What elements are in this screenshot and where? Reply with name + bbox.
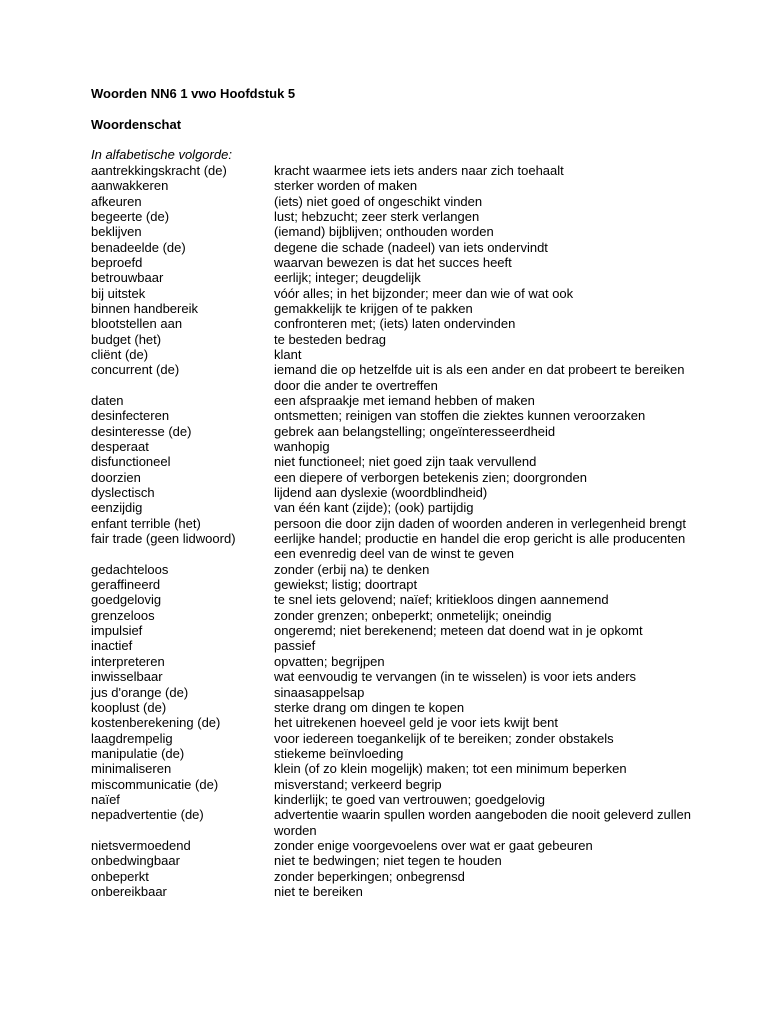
entry-definition: passief — [274, 638, 316, 654]
entry-term: nepadvertentie (de) — [91, 807, 204, 823]
entry-term: aantrekkingskracht (de) — [91, 162, 227, 178]
entry-definition: (iets) niet goed of ongeschikt vinden — [274, 193, 483, 209]
entry-definition: van één kant (zijde); (ook) partijdig — [274, 500, 474, 516]
glossary-entry — [91, 240, 691, 255]
glossary-entry — [91, 623, 691, 638]
entry-definition: stiekeme beïnvloeding — [274, 745, 404, 761]
entry-term: eenzijdig — [91, 500, 143, 516]
entry-term: inwisselbaar — [91, 669, 163, 685]
glossary-entry — [91, 316, 691, 331]
entry-definition: persoon die door zijn daden of woorden anderen in verlegenheid brengt — [274, 515, 686, 531]
entry-term: cliënt (de) — [91, 346, 149, 362]
glossary-entry — [91, 669, 691, 684]
entry-term: kooplust (de) — [91, 699, 167, 715]
entry-definition: niet te bedwingen; niet tegen te houden — [274, 853, 502, 869]
glossary-entry — [91, 807, 691, 838]
glossary-entry — [91, 485, 691, 500]
glossary-entry — [91, 454, 691, 469]
entry-term: impulsief — [91, 623, 143, 639]
entry-term: disfunctioneel — [91, 454, 171, 470]
entry-term: blootstellen aan — [91, 316, 183, 332]
entry-term: miscommunicatie (de) — [91, 776, 219, 792]
glossary-entry — [91, 761, 691, 776]
entry-term: doorzien — [91, 469, 141, 485]
document-page — [91, 86, 691, 899]
glossary-entry — [91, 685, 691, 700]
glossary-entry — [91, 731, 691, 746]
entry-term: beklijven — [91, 224, 142, 240]
entry-definition: ontsmetten; reinigen van stoffen die ziektes kunnen veroorzaken — [274, 408, 646, 424]
document-title: Woorden NN6 1 vwo Hoofdstuk 5 — [91, 86, 296, 101]
entry-term: onbedwingbaar — [91, 853, 180, 869]
entry-definition: advertentie waarin spullen worden aangeboden die nooit geleverd zullen worden — [274, 807, 692, 838]
entry-definition: lust; hebzucht; zeer sterk verlangen — [274, 208, 480, 224]
entry-definition: het uitrekenen hoeveel geld je voor iets kwijt bent — [274, 715, 559, 731]
glossary-entry — [91, 838, 691, 853]
entry-definition: te snel iets gelovend; naïef; kritiekloos dingen aannemend — [274, 592, 609, 608]
entry-term: laagdrempelig — [91, 730, 173, 746]
glossary-list — [91, 163, 691, 900]
entry-term: inactief — [91, 638, 133, 654]
entry-term: interpreteren — [91, 653, 165, 669]
entry-definition: opvatten; begrijpen — [274, 653, 385, 669]
entry-definition: wat eenvoudig te vervangen (in te wisselen) is voor iets anders — [274, 669, 637, 685]
entry-term: desinfecteren — [91, 408, 170, 424]
entry-definition: gemakkelijk te krijgen of te pakken — [274, 300, 473, 316]
entry-term: bij uitstek — [91, 285, 146, 301]
glossary-entry — [91, 562, 691, 577]
entry-term: naïef — [91, 791, 120, 807]
glossary-entry — [91, 224, 691, 239]
entry-term: onbeperkt — [91, 868, 149, 884]
entry-definition: kinderlijk; te goed van vertrouwen; goedgelovig — [274, 791, 546, 807]
glossary-entry — [91, 577, 691, 592]
glossary-entry — [91, 332, 691, 347]
glossary-entry — [91, 362, 691, 393]
entry-term: kostenberekening (de) — [91, 715, 221, 731]
entry-term: jus d'orange (de) — [91, 684, 189, 700]
glossary-entry — [91, 470, 691, 485]
glossary-entry — [91, 715, 691, 730]
entry-term: daten — [91, 392, 124, 408]
entry-definition: een afspraakje met iemand hebben of maken — [274, 392, 535, 408]
entry-definition: kracht waarmee iets iets anders naar zich toehaalt — [274, 162, 564, 178]
entry-term: nietsvermoedend — [91, 837, 191, 853]
entry-term: manipulatie (de) — [91, 745, 185, 761]
entry-definition: voor iedereen toegankelijk of te bereiken; zonder obstakels — [274, 730, 614, 746]
glossary-entry — [91, 654, 691, 669]
glossary-entry — [91, 608, 691, 623]
entry-definition: iemand die op hetzelfde uit is als een ander en dat probeert te bereiken door die ander te overtreffen — [274, 362, 685, 393]
entry-definition: waarvan bewezen is dat het succes heeft — [274, 254, 512, 270]
glossary-entry — [91, 853, 691, 868]
entry-term: enfant terrible (het) — [91, 515, 201, 531]
glossary-entry — [91, 255, 691, 270]
entry-definition: wanhopig — [274, 439, 330, 454]
entry-definition: zonder (erbij na) te denken — [274, 561, 430, 577]
glossary-entry — [91, 777, 691, 792]
entry-term: betrouwbaar — [91, 270, 164, 286]
entry-term: dyslectisch — [91, 485, 155, 501]
entry-definition: te besteden bedrag — [274, 331, 387, 347]
glossary-entry — [91, 884, 691, 899]
glossary-entry — [91, 301, 691, 316]
entry-definition: eerlijke handel; productie en handel die erop gericht is alle producenten een evenredig deel van de winst te geven — [274, 531, 686, 562]
entry-term: minimaliseren — [91, 761, 172, 777]
entry-term: aanwakkeren — [91, 178, 169, 194]
entry-term: beproefd — [91, 254, 143, 270]
glossary-entry — [91, 531, 691, 562]
entry-definition: (iemand) bijblijven; onthouden worden — [274, 224, 494, 240]
entry-term: budget (het) — [91, 331, 162, 347]
glossary-entry — [91, 286, 691, 301]
entry-definition: sinaasappelsap — [274, 684, 365, 700]
entry-term: benadeelde (de) — [91, 239, 186, 255]
entry-definition: klein (of zo klein mogelijk) maken; tot een minimum beperken — [274, 761, 627, 777]
entry-definition: gebrek aan belangstelling; ongeïnteresseerdheid — [274, 423, 556, 439]
glossary-entry — [91, 869, 691, 884]
entry-term: goedgelovig — [91, 592, 162, 608]
entry-term: fair trade (geen lidwoord) — [91, 531, 236, 547]
entry-term: desperaat — [91, 439, 149, 454]
glossary-entry — [91, 638, 691, 653]
entry-definition: vóór alles; in het bijzonder; meer dan wie of wat ook — [274, 285, 574, 301]
entry-definition: klant — [274, 346, 302, 362]
glossary-entry — [91, 209, 691, 224]
entry-term: desinteresse (de) — [91, 423, 192, 439]
glossary-entry — [91, 592, 691, 607]
entry-term: afkeuren — [91, 193, 142, 209]
entry-definition: degene die schade (nadeel) van iets ondervindt — [274, 239, 548, 255]
entry-definition: zonder grenzen; onbeperkt; onmetelijk; oneindig — [274, 607, 552, 623]
entry-definition: ongeremd; niet berekenend; meteen dat doend wat in je opkomt — [274, 623, 643, 639]
entry-definition: niet functioneel; niet goed zijn taak vervullend — [274, 454, 537, 470]
entry-definition: misverstand; verkeerd begrip — [274, 776, 442, 792]
glossary-entry — [91, 424, 691, 439]
glossary-entry — [91, 408, 691, 423]
entry-definition: sterker worden of maken — [274, 178, 418, 194]
entry-definition: confronteren met; (iets) laten ondervinden — [274, 316, 516, 332]
entry-term: grenzeloos — [91, 607, 155, 623]
section-heading: Woordenschat — [91, 116, 182, 132]
entry-definition: gewiekst; listig; doortrapt — [274, 577, 418, 593]
entry-term: concurrent (de) — [91, 362, 180, 378]
entry-term: geraffineerd — [91, 577, 161, 593]
entry-definition: zonder enige voorgevoelens over wat er gaat gebeuren — [274, 837, 593, 853]
intro-text: In alfabetische volgorde: — [91, 147, 232, 163]
glossary-entry — [91, 516, 691, 531]
entry-term: onbereikbaar — [91, 883, 167, 899]
entry-term: binnen handbereik — [91, 300, 198, 316]
entry-term: gedachteloos — [91, 561, 169, 577]
glossary-entry — [91, 746, 691, 761]
entry-definition: sterke drang om dingen te kopen — [274, 699, 465, 715]
glossary-entry — [91, 700, 691, 715]
glossary-entry — [91, 347, 691, 362]
glossary-entry — [91, 194, 691, 209]
glossary-entry — [91, 163, 691, 178]
glossary-entry — [91, 439, 691, 454]
glossary-entry — [91, 393, 691, 408]
entry-definition: niet te bereiken — [274, 883, 363, 899]
entry-definition: zonder beperkingen; onbegrensd — [274, 868, 465, 884]
glossary-entry — [91, 792, 691, 807]
entry-definition: een diepere of verborgen betekenis zien; doorgronden — [274, 469, 587, 485]
glossary-entry — [91, 270, 691, 285]
entry-term: begeerte (de) — [91, 208, 170, 224]
entry-definition: eerlijk; integer; deugdelijk — [274, 270, 421, 286]
glossary-entry — [91, 500, 691, 515]
entry-definition: lijdend aan dyslexie (woordblindheid) — [274, 485, 488, 501]
glossary-entry — [91, 178, 691, 193]
